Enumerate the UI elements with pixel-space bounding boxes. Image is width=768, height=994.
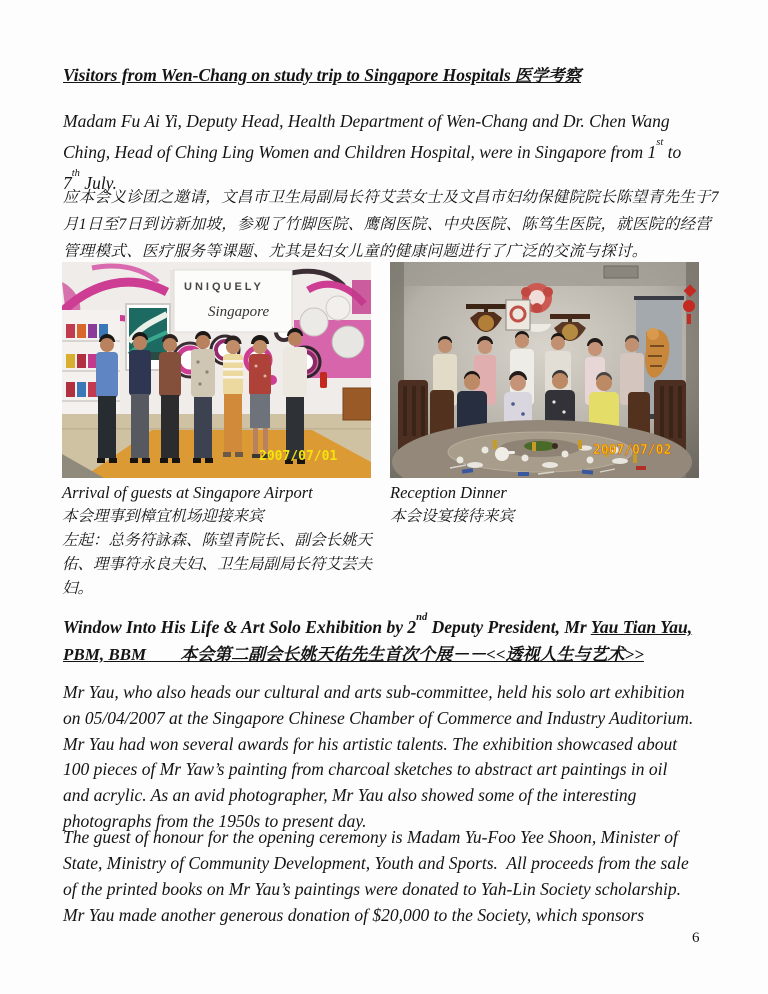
text-line: Madam Fu Ai Yi, Deputy Head, Health Department of Wen-Chang and Dr. Chen Wang bbox=[63, 111, 670, 131]
text-line: Mr Yau made another generous donation of $20,000 to the Society, which sponsors bbox=[63, 905, 645, 925]
section1-heading-en: Visitors from Wen-Chang on study trip to Singapore Hospitals bbox=[63, 65, 516, 85]
text-line: The guest of honour for the opening ceremony is Madam Yu-Foo Yee Shoon, Minister of bbox=[63, 827, 678, 847]
caption-zh-line: 本会理事到樟宜机场迎接来宾 bbox=[62, 508, 264, 525]
text-line: 7th July. bbox=[63, 167, 117, 193]
heading-line2: PBM, BBM 本会第二副会长姚天佑先生首次个展－－<<透视人生与艺术>> bbox=[63, 644, 644, 664]
text-line: and acrylic. As an avid photographer, Mr Yau also showed some of the interesting bbox=[63, 785, 637, 806]
heading-line: Window Into His Life & Art Solo Exhibition by 2nd Deputy President, Mr Yau Tian Yau, bbox=[63, 612, 693, 637]
text-line: of the printed books on Mr Yau’s paintings were donated to Yah-Lin Society scholarship. bbox=[63, 879, 682, 899]
section2-paragraph2 bbox=[63, 824, 723, 928]
section2-paragraph1 bbox=[63, 680, 723, 835]
section1-heading-zh: 医学考察 bbox=[515, 66, 582, 85]
text-line: Mr Yau, who also heads our cultural and arts sub-committee, held his solo art exhibition bbox=[63, 682, 685, 702]
heading-line bbox=[63, 641, 723, 668]
text-line: Ching, Head of Ching Ling Women and Children Hospital, were in Singapore from 1st to bbox=[63, 137, 682, 162]
caption-arrival bbox=[62, 481, 371, 601]
section1-heading bbox=[63, 62, 723, 89]
text-line: on 05/04/2007 at the Singapore Chinese Chamber of Commerce and Industry Auditorium. bbox=[63, 707, 694, 728]
uniquely-singapore-sign bbox=[174, 270, 292, 332]
caption-en: Arrival of guests at Singapore Airport bbox=[62, 483, 313, 502]
caption-zh-line: 妇。 bbox=[62, 580, 94, 597]
datestamp-left: 2007/07/01 bbox=[259, 449, 338, 464]
page-number: 6 bbox=[692, 930, 700, 946]
heading-underlined-name: Yau Tian Yau, bbox=[590, 616, 693, 637]
text-line: 月1日至7日到访新加坡，参观了竹脚医院、鹰阁医院、中央医院、陈笃生医院，就医院的经营 bbox=[63, 216, 712, 233]
cabinet bbox=[343, 388, 371, 420]
text-line: 100 pieces of Mr Yaw’s painting from charcoal sketches to abstract art paintings in oil bbox=[63, 759, 668, 780]
superscript: nd bbox=[416, 612, 428, 623]
section2-heading bbox=[63, 610, 723, 668]
datestamp-right: 2007/07/02 bbox=[593, 443, 672, 458]
photo-dinner bbox=[390, 262, 699, 478]
photo-arrival bbox=[62, 262, 371, 478]
text-line: photographs from the 1950s to present day. bbox=[63, 810, 367, 831]
photo-arrival-figure bbox=[62, 262, 371, 601]
caption-zh-line: 本会设宴接待来宾 bbox=[390, 508, 515, 525]
caption-zh-line: 佑、理事符永良夫妇、卫生局副局长符艾芸夫 bbox=[62, 556, 373, 573]
sign-text-uniquely: UNIQUELY bbox=[184, 281, 264, 293]
caption-zh-line: 左起：总务符詠森、陈望青院长、副会长姚天 bbox=[62, 532, 373, 549]
section1-paragraph-zh bbox=[63, 184, 723, 265]
caption-en: Reception Dinner bbox=[390, 483, 507, 502]
superscript: th bbox=[71, 167, 80, 179]
text-line: 应本会义诊团之邀请，文昌市卫生局副局长符艾芸女士及文昌市妇幼保健院院长陈望青先生于7 bbox=[63, 189, 719, 206]
caption-dinner bbox=[390, 481, 699, 529]
text-line: 管理模式、医疗服务等课题、尤其是妇女儿童的健康问题进行了广泛的交流与探讨。 bbox=[63, 243, 648, 260]
text-line: Mr Yau had won several awards for his artistic talents. The exhibition showcased about bbox=[63, 733, 678, 754]
fire-extinguisher bbox=[320, 372, 327, 388]
sign-text-singapore: Singapore bbox=[208, 304, 270, 320]
superscript: st bbox=[656, 137, 664, 148]
photo-dinner-figure bbox=[390, 262, 699, 529]
text-line: State, Ministry of Community Development, Youth and Sports. All proceeds from the sale bbox=[63, 853, 689, 873]
